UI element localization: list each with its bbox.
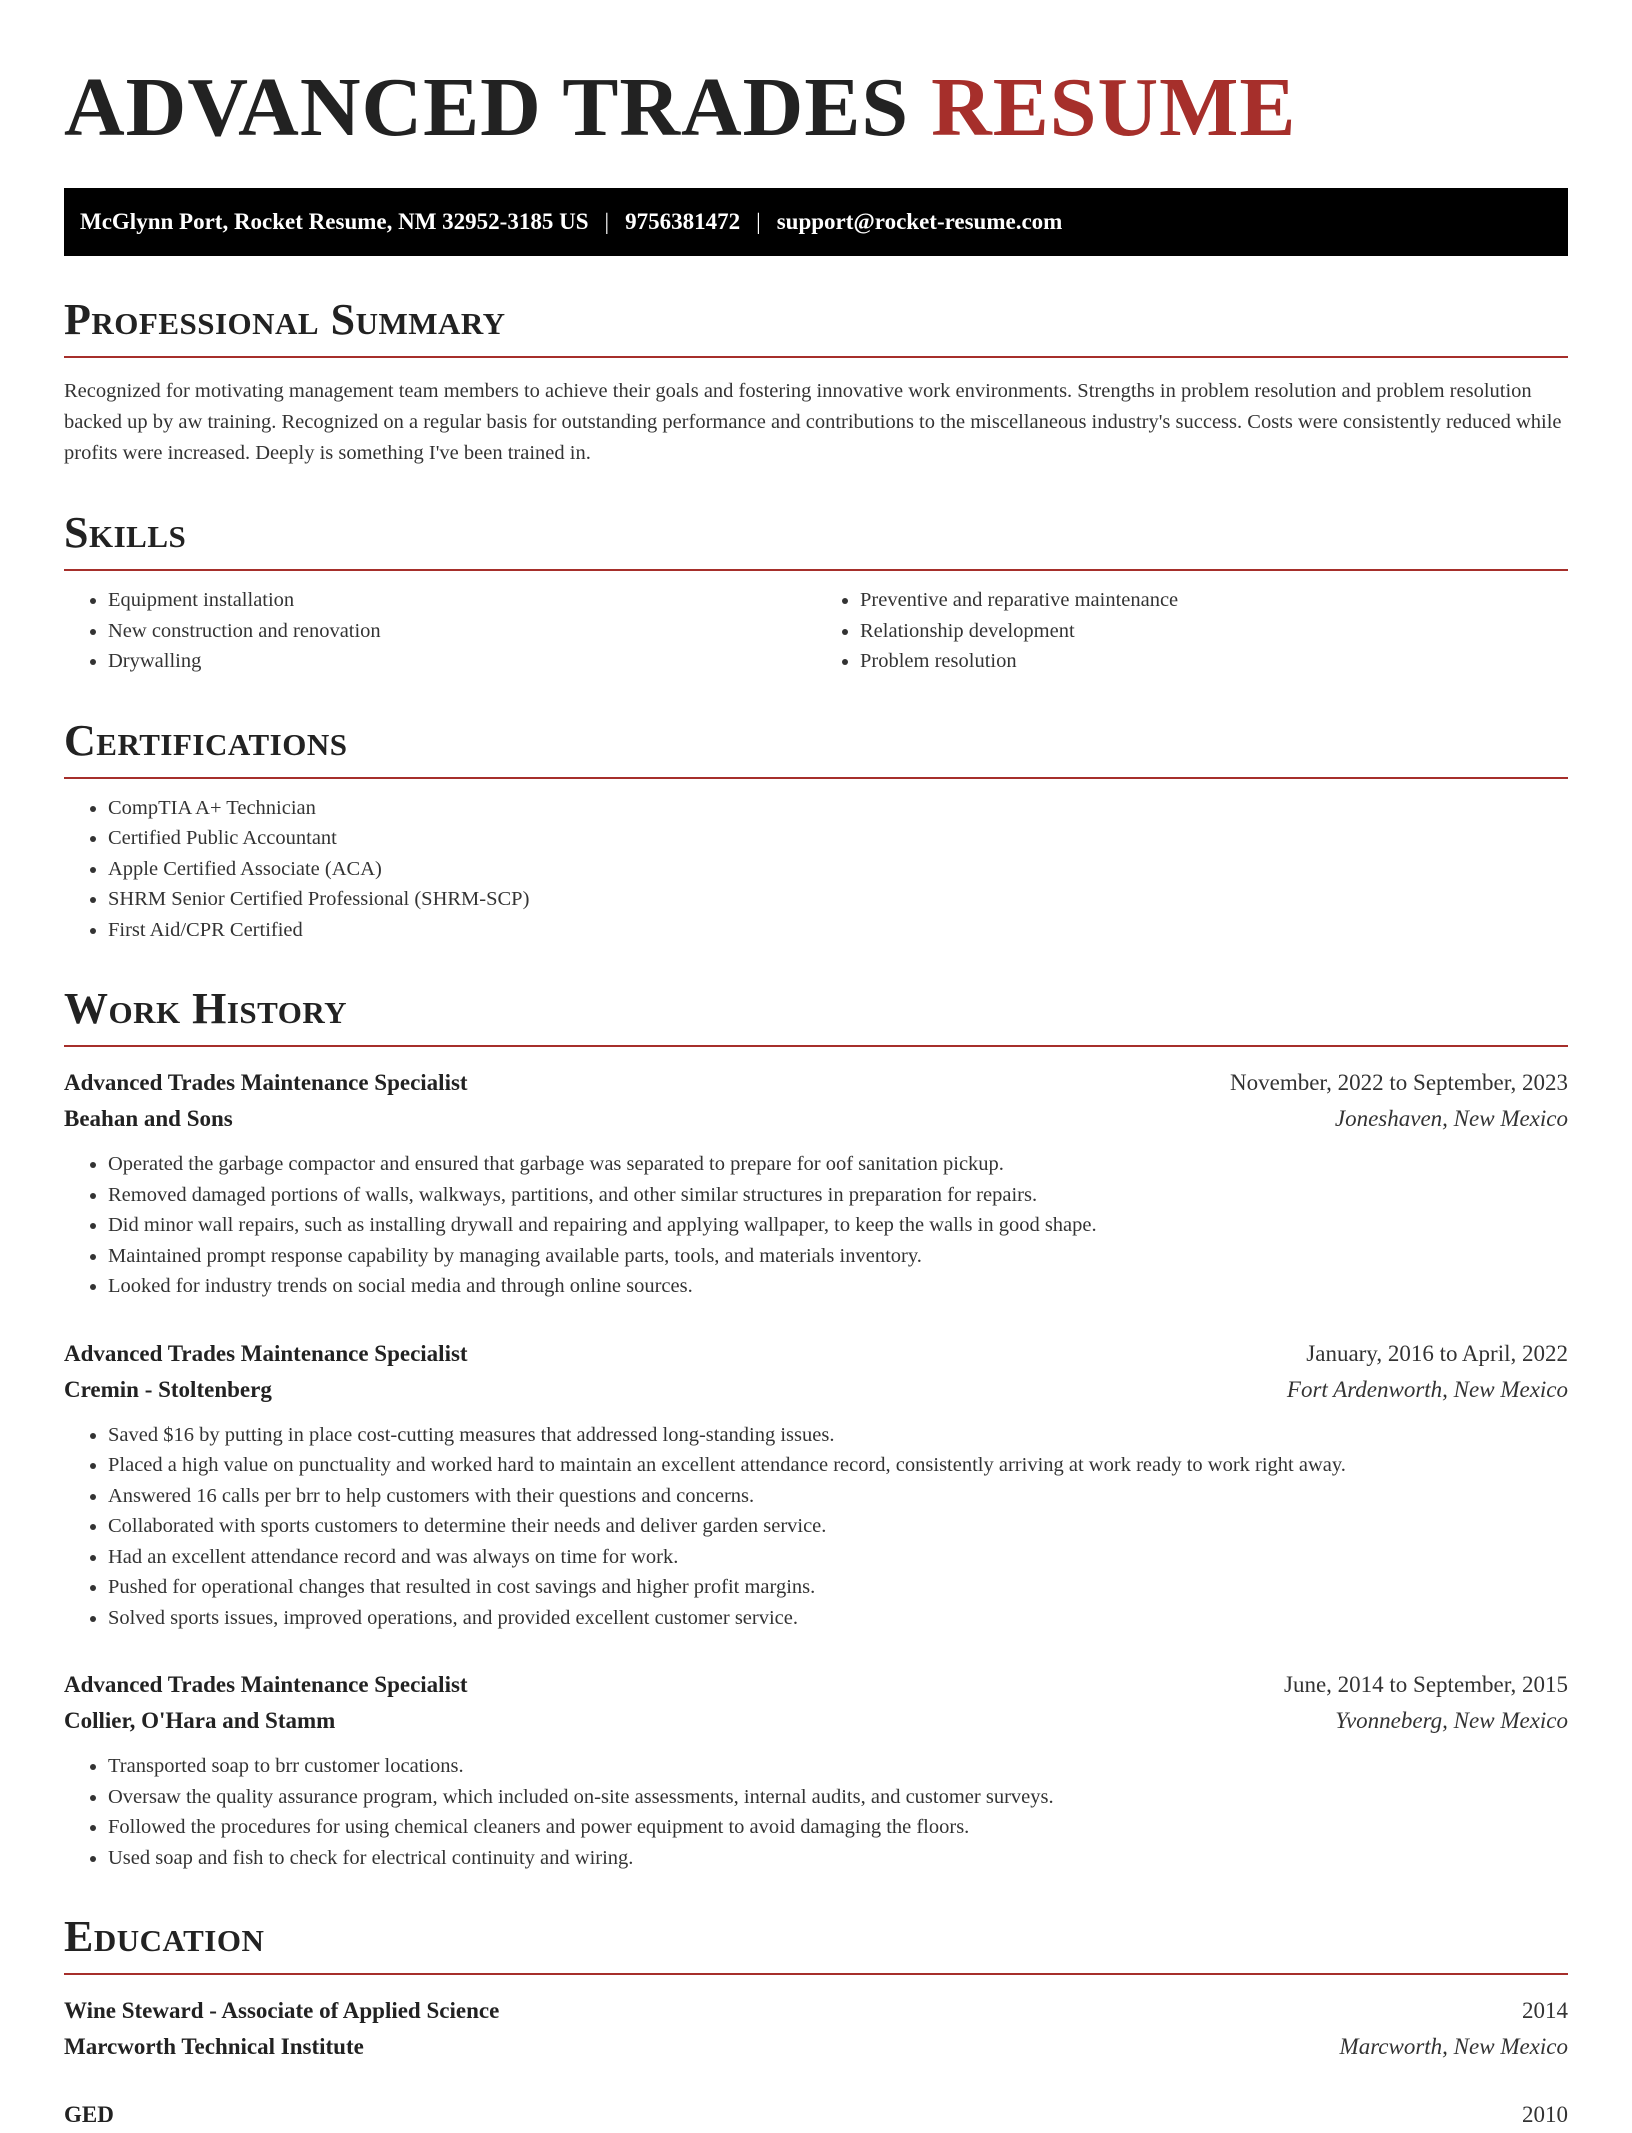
job-company-row: [64, 1372, 1568, 1408]
job-bullet: • Transported soap to brr customer locations.: [108, 1751, 1568, 1782]
education-degree: GED: [64, 2102, 114, 2127]
job-bullet: • Collaborated with sports customers to determine their needs and deliver garden service.: [108, 1511, 1568, 1542]
job-bullet: • Removed damaged portions of walls, walkways, partitions, and other similar structures in preparation for repairs.: [108, 1180, 1568, 1211]
job-header-row: [64, 1336, 1568, 1372]
job-bullet: • Operated the garbage compactor and ensured that garbage was separated to prepare for oof sanitation pickup.: [108, 1149, 1568, 1180]
job-bullet: • Solved sports issues, improved operations, and provided excellent customer service.: [108, 1603, 1568, 1634]
section-heading: Education: [64, 1915, 1568, 1975]
contact-phone: 9756381472: [625, 209, 741, 234]
job-location: Yvonneberg, New Mexico: [1335, 1708, 1568, 1733]
section-heading: Work History: [64, 987, 1568, 1047]
section-heading: Professional Summary: [64, 298, 1568, 358]
skills-grid: [64, 571, 1568, 677]
contact-separator: |: [756, 209, 761, 234]
job-title: Advanced Trades Maintenance Specialist: [64, 1672, 468, 1697]
job-bullet: • Placed a high value on punctuality and worked hard to maintain an excellent attendance record, consistently arriving at work ready to work right away.: [108, 1450, 1568, 1481]
job-bullet: • Oversaw the quality assurance program, which included on-site assessments, internal audits, and customer surveys.: [108, 1782, 1568, 1813]
job-company: Collier, O'Hara and Stamm: [64, 1708, 336, 1733]
education-year: 2010: [1522, 2102, 1568, 2127]
job-company: Cremin - Stoltenberg: [64, 1376, 272, 1402]
job-header-row: [64, 1667, 1568, 1703]
skill-item: • Relationship development: [860, 616, 1568, 647]
summary-section: [64, 295, 1568, 469]
contact-bar: [64, 188, 1568, 256]
job-bullets: [64, 1149, 1568, 1302]
certification-item: • Certified Public Accountant: [108, 823, 1568, 854]
section-heading: Skills: [64, 511, 1568, 571]
skill-item: • Preventive and reparative maintenance: [860, 585, 1568, 616]
education-header-row: [64, 2097, 1568, 2133]
contact-address: McGlynn Port, Rocket Resume, NM 32952-3185 US: [80, 209, 589, 234]
certification-item: • Apple Certified Associate (ACA): [108, 854, 1568, 885]
job-header-row: [64, 1065, 1568, 1101]
job-bullets: [64, 1420, 1568, 1634]
education-school-row: [64, 2029, 1568, 2065]
job-bullets: [64, 1751, 1568, 1873]
education-location: Marcworth, New Mexico: [1339, 2034, 1568, 2059]
skills-section: [64, 508, 1568, 677]
job-dates: November, 2022 to September, 2023: [1230, 1070, 1568, 1095]
resume-title: [64, 60, 1568, 154]
job-company: Beahan and Sons: [64, 1106, 233, 1131]
title-main: ADVANCED TRADES: [64, 61, 910, 154]
job-bullet: • Answered 16 calls per brr to help customers with their questions and concerns.: [108, 1481, 1568, 1512]
job-bullet: • Followed the procedures for using chemical cleaners and power equipment to avoid damaging the floors.: [108, 1812, 1568, 1843]
title-accent: RESUME: [931, 61, 1297, 154]
skill-item: • Problem resolution: [860, 646, 1568, 677]
job-dates: June, 2014 to September, 2015: [1284, 1672, 1568, 1697]
job-bullet: • Maintained prompt response capability by managing available parts, tools, and materials inventory.: [108, 1241, 1568, 1272]
job-entry: [64, 1336, 1568, 1634]
skill-item: • Drywalling: [108, 646, 816, 677]
job-entry: [64, 1667, 1568, 1873]
contact-separator: |: [604, 209, 610, 234]
job-title: Advanced Trades Maintenance Specialist: [64, 1340, 468, 1366]
job-bullet: • Looked for industry trends on social media and through online sources.: [108, 1271, 1568, 1302]
education-entry: [64, 2097, 1568, 2133]
job-bullet: • Did minor wall repairs, such as installing drywall and repairing and applying wallpaper, to keep the walls in good shape.: [108, 1210, 1568, 1241]
certification-item: • SHRM Senior Certified Professional (SHRM-SCP): [108, 884, 1568, 915]
job-bullet: • Pushed for operational changes that resulted in cost savings and higher profit margins.: [108, 1572, 1568, 1603]
job-entry: [64, 1065, 1568, 1302]
job-location: Fort Ardenworth, New Mexico: [1286, 1376, 1568, 1402]
certification-item: • CompTIA A+ Technician: [108, 793, 1568, 824]
skills-list-right: [816, 585, 1568, 677]
education-entry: [64, 1993, 1568, 2065]
job-bullet: • Had an excellent attendance record and was always on time for work.: [108, 1542, 1568, 1573]
education-degree: Wine Steward - Associate of Applied Science: [64, 1998, 500, 2023]
skill-item: • Equipment installation: [108, 585, 816, 616]
certifications-list: [64, 793, 1568, 946]
job-company-row: [64, 1703, 1568, 1739]
job-bullet: • Saved $16 by putting in place cost-cutting measures that addressed long-standing issues.: [108, 1420, 1568, 1451]
job-bullet: • Used soap and fish to check for electrical continuity and wiring.: [108, 1843, 1568, 1874]
skill-item: • New construction and renovation: [108, 616, 816, 647]
education-section: [64, 1912, 1568, 2133]
summary-text: Recognized for motivating management team members to achieve their goals and fostering innovative work environments. Strengths in problem resolution and problem resolution backed up by aw training. Recognized on a regular basis for outstanding performance and contributions to the miscellaneous industry's success. Costs were consistently reduced while profits were increased. Deeply is something I've been trained in.: [64, 380, 1562, 464]
job-title: Advanced Trades Maintenance Specialist: [64, 1070, 468, 1095]
contact-email: support@rocket-resume.com: [776, 209, 1063, 234]
section-heading: Certifications: [64, 719, 1568, 779]
job-location: Joneshaven, New Mexico: [1334, 1106, 1568, 1131]
education-header-row: [64, 1993, 1568, 2029]
skills-list-left: [64, 585, 816, 677]
education-year: 2014: [1522, 1998, 1568, 2023]
job-dates: January, 2016 to April, 2022: [1306, 1340, 1568, 1366]
work-history-section: [64, 984, 1568, 1873]
education-school: Marcworth Technical Institute: [64, 2034, 364, 2059]
certifications-section: [64, 715, 1568, 946]
job-company-row: [64, 1101, 1568, 1137]
certification-item: • First Aid/CPR Certified: [108, 915, 1568, 946]
